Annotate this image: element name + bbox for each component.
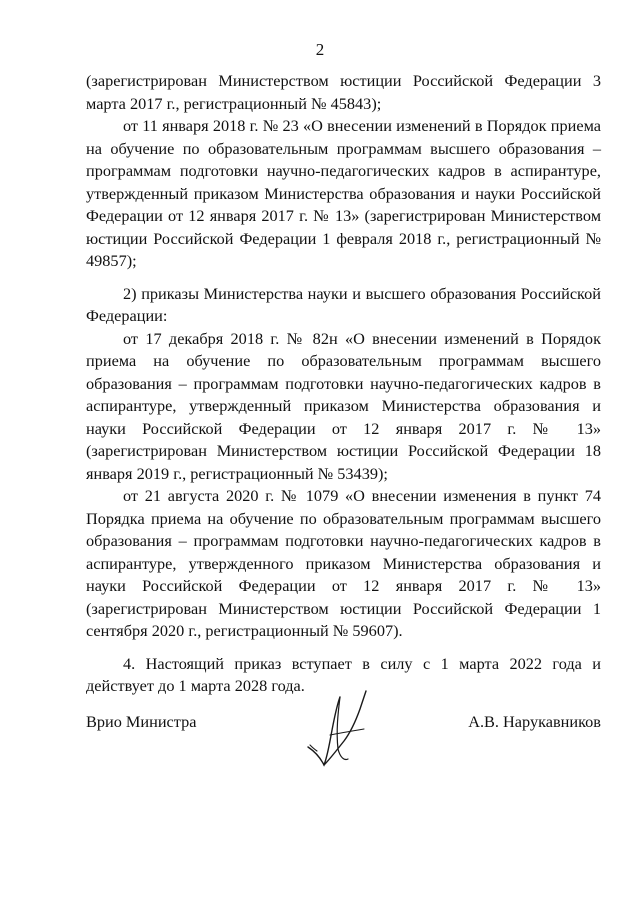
paragraph-ministry-orders-heading: 2) приказы Министерства науки и высшего образования Российской Федерации: (86, 283, 601, 325)
paragraph-order-2020-1079: от 21 августа 2020 г. № 1079 «О внесении изменения в пункт 74 Порядка приема на обучение по образовательным программам высшего образования – программам подготовки научно-педагогических кадров в аспирантуре, утвержденного приказом Министерства образования и науки Российской Федерации от 12 января 2017 г. № 13» (зарегистрирован Министерством юстиции Российской Федерации 1 сентября 2020 г., регистрационный № 59607). (86, 486, 601, 640)
signer-title: Врио Министра (86, 712, 197, 731)
paragraph-order-2018-23: от 11 января 2018 г. № 23 «О внесении изменений в Порядок приема на обучение по образовательным программам высшего образования – программам подготовки научно-педагогических кадров в аспирантуре, утвержденный приказом Министерства образования и науки Российской Федерации от 12 января 2017 г. № 13» (зарегистрирован Министерством юстиции Российской Федерации 1 февраля 2018 г., регистрационный № 49857); (86, 116, 601, 270)
page-number: 2 (315, 40, 325, 59)
signer-name: А.В. Нарукавников (468, 712, 601, 731)
document-body (86, 70, 601, 698)
signature-icon (300, 685, 380, 775)
paragraph-order-2018-82n: от 17 декабря 2018 г. № 82н «О внесении изменений в Порядок приема на обучение по образовательным программам высшего образования – программам подготовки научно-педагогических кадров в аспирантуре, утвержденный приказом Министерства образования и науки Российской Федерации от 12 января 2017 г. № 13» (зарегистрирован Министерством юстиции Российской Федерации 18 января 2019 г., регистрационный № 53439); (86, 328, 601, 483)
paragraph-registration-note: (зарегистрирован Министерством юстиции Российской Федерации 3 марта 2017 г., регистрационный № 45843); (86, 71, 601, 113)
paragraph-effective-date: 4. Настоящий приказ вступает в силу с 1 марта 2022 года и действует до 1 марта 2028 года. (86, 653, 601, 695)
